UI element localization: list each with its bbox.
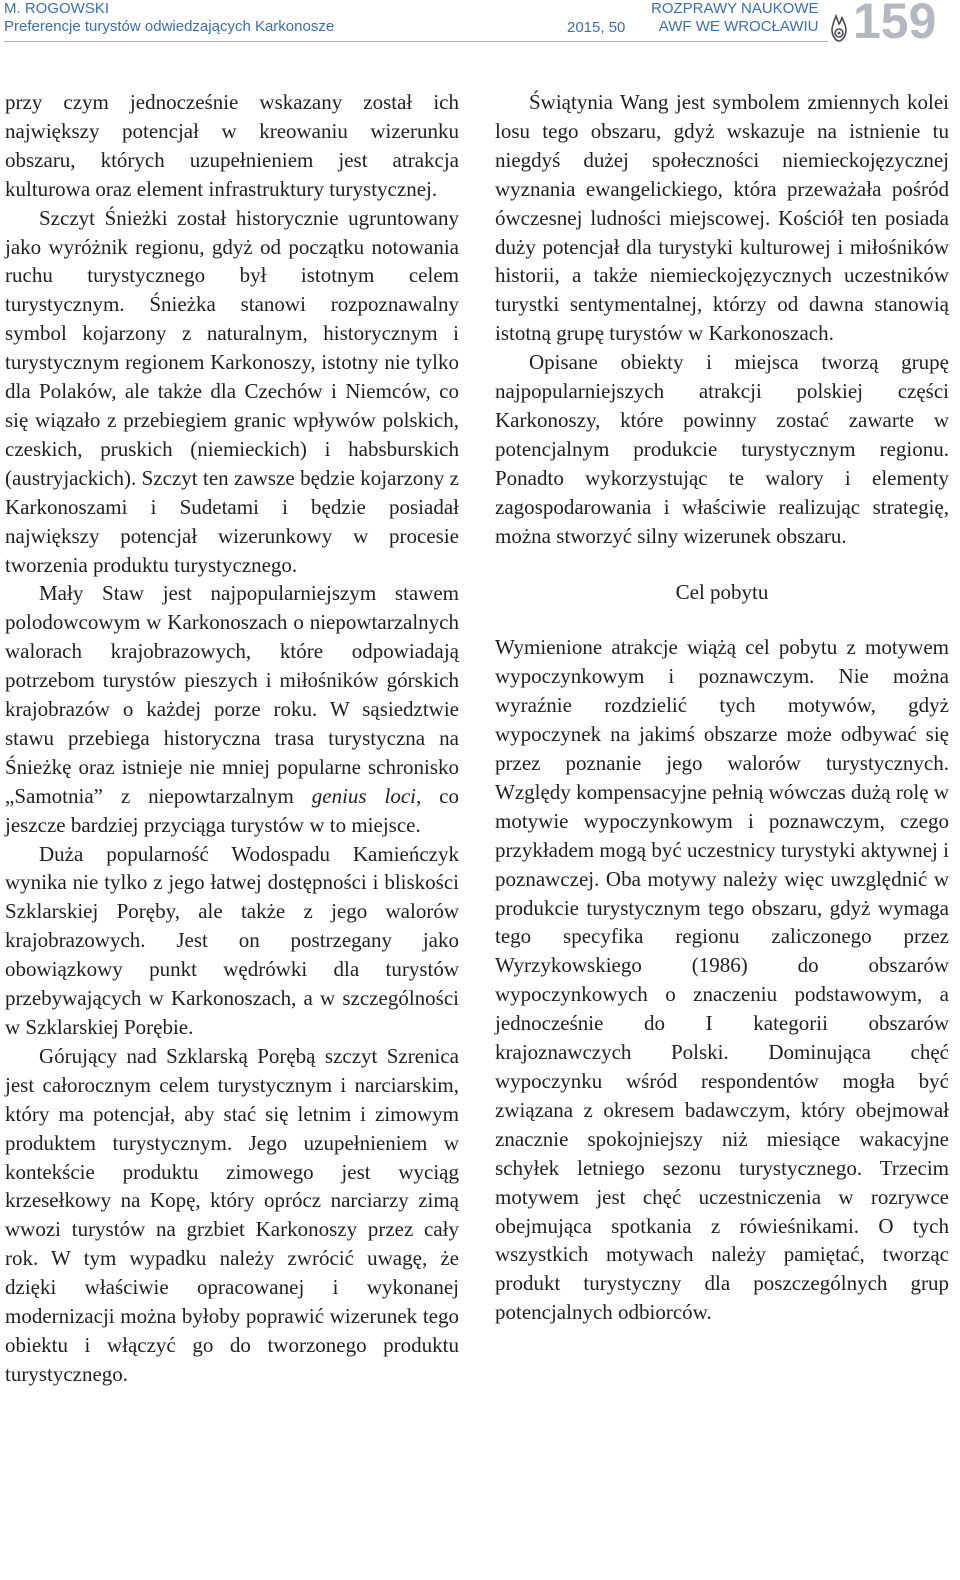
paragraph: Górujący nad Szklarską Porębą szczyt Szrenica jest całorocznym celem turystycznym i narciarskim, który ma potencjał, aby stać się letnim i zimowym produktem turystycznym. Jego uzupełnieniem w kontekście produktu zimowego jest wyciąg krzesełkowy na Kopę, który oprócz narciarzy zimą wwozi turystów na grzbiet Karkonoszy przez cały rok. W tym wypadku należy zwrócić uwagę, że dzięki właściwie opracowanej i wykonanej modernizacji można byłoby poprawić wizerunek tego obiektu i włączyć go do tworzonego produktu turystycznego.	[5, 1043, 459, 1386]
running-head-left	[4, 0, 334, 36]
left-column	[5, 88, 459, 1389]
article-title: Preferencje turystów odwiedzających Karkonosze	[4, 18, 335, 35]
awf-logo-icon	[828, 14, 850, 44]
paragraph	[5, 579, 459, 839]
section-heading: Cel pobytu	[675, 579, 769, 604]
page-header	[0, 0, 960, 49]
journal-name-line2: AWF WE WROCŁAWIU	[658, 18, 819, 35]
text-run: , co jeszcze bardziej przyciąga turystów w to miejsce.	[5, 783, 459, 837]
page-number: 159	[853, 0, 937, 49]
italic-term: genius loci	[311, 783, 417, 808]
paragraph: Wymienione atrakcje wiążą cel pobytu z motywem wypoczynkowym i poznawczym. Nie można wyraźnie rozdzielić tych motywów, gdyż wypoczynek na jakimś obszarze może odbywać się przez poznanie jego walorów turystycznych. Względy kompensacyjne pełnią wówczas dużą rolę w motywie wypoczynkowym i poznawczym, czego przykładem mogą być uczestnicy turystyki aktywnej i poznawczej. Oba motywy należy więc uwzględnić w produkcie turystycznym tego obszaru, gdyż wymaga tego specyfika regionu zaliczonego przez Wyrzykowskiego (1986) do obszarów wypoczynkowych o znaczeniu podstawowym, a jednocześnie do I kategorii obszarów krajoznawczych Polski. Dominująca chęć wypoczynku wśród respondentów mogła być związana z okresem badawczym, który obejmował znacznie spokojniejszy niż miesiące wakacyjne schyłek letniego sezonu turystycznego. Trzecim motywem jest chęć uczestniczenia w rozrywce obejmująca spotkania z rówieśnikami. O tych wszystkich motywach należy pamiętać, tworząc produkt turystyczny dla poszczególnych grup potencjalnych odbiorców.	[495, 635, 949, 1325]
paragraph: przy czym jednocześnie wskazany został ich największy potencjał w kreowaniu wizerunku obszaru, których uzupełnieniem jest atrakcja kulturowa oraz element infrastruktury turystycznej.	[5, 90, 459, 201]
right-column	[495, 88, 949, 1327]
paragraph: Opisane obiekty i miejsca tworzą grupę najpopularniejszych atrakcji polskiej części Karkonoszy, które powinny zostać zawarte w potencjalnym produkcie turystycznym regionu. Ponadto wykorzystując te walory i elementy zagospodarowania i właściwie realizując strategię, można stworzyć silny wizerunek obszaru.	[495, 350, 949, 548]
journal-name	[651, 0, 819, 36]
author-name: M. ROGOWSKI	[4, 0, 109, 17]
paragraph: Szczyt Śnieżki został historycznie ugruntowany jako wyróżnik regionu, gdyż od początku notowania ruchu turystycznego był istotnym celem turystycznym. Śnieżka stanowi rozpoznawalny symbol kojarzony z naturalnym, historycznym i turystycznym regionem Karkonoszy, istotny nie tylko dla Polaków, ale także dla Czechów i Niemców, co się wiązało z przebiegiem granic wpływów polskich, czeskich, pruskich (niemieckich) i habsburskich (austryjackich). Szczyt ten zawsze będzie kojarzony z Karkonoszami i Sudetami i będzie posiadał największy potencjał wizerunkowy w procesie tworzenia produktu turystycznego.	[5, 205, 459, 577]
journal-name-line1: ROZPRAWY NAUKOWE	[651, 0, 819, 17]
issue-number: 2015, 50	[567, 19, 626, 36]
header-rule	[4, 41, 828, 42]
text-run: Mały Staw jest najpopularniejszym stawem polodowcowym w Karkonoszach o niepowtarzalnych walorach krajobrazowych, które odpowiadają potrzebom turystów pieszych i miłośników górskich krajobrazów o każdej porze roku. W sąsiedztwie stawu przebiega historyczna trasa turystyczna na Śnieżkę oraz istnieje nie mniej popularne schronisko „Samotnia” z niepowtarzalnym	[5, 581, 459, 808]
paragraph: Duża popularność Wodospadu Kamieńczyk wynika nie tylko z jego łatwej dostępności i bliskości Szklarskiej Poręby, ale także z jego walorów krajobrazowych. Jest on postrzegany jako obowiązkowy punkt wędrówki dla turystów przebywających w Karkonoszach, a w szczególności w Szklarskiej Porębie.	[5, 841, 459, 1039]
paragraph: Świątynia Wang jest symbolem zmiennych kolei losu tego obszaru, gdyż wskazuje na istnienie tu niegdyś dużej społeczności niemieckojęzycznej wyznania ewangelickiego, która przeważała pośród ówczesnej ludności miejscowej. Kościół ten posiada duży potencjał dla turystyki kulturowej i miłośników historii, a także niemieckojęzycznych uczestników turystki sentymentalnej, którzy od dawna stanowią istotną grupę turystów w Karkonoszach.	[495, 90, 949, 346]
